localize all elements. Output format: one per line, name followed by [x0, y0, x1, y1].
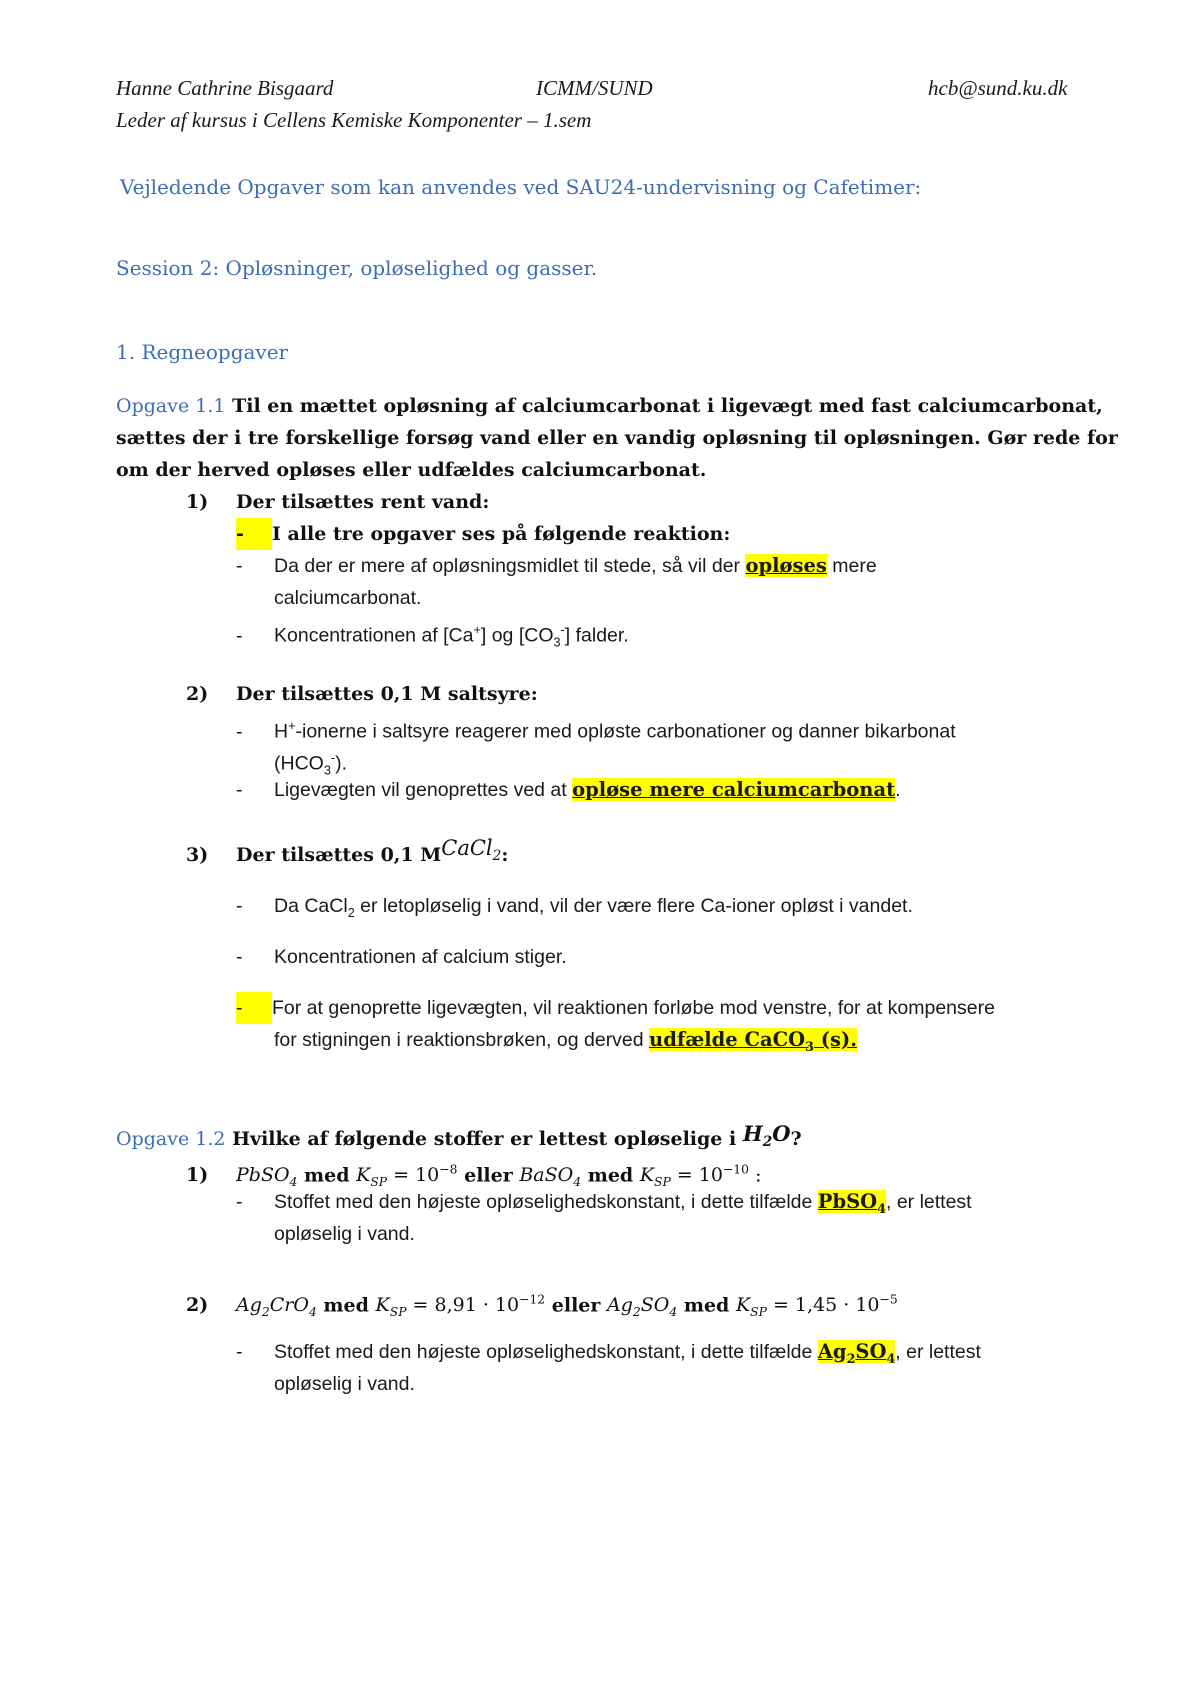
task-1-1-item-3-bullet-3-cont: for stigningen i reaktionsbrøken, og derved udfælde CaCO$_3$ (s). — [274, 1028, 857, 1054]
task-1-1-item-3-bullet-2: - Koncentrationen af calcium stiger. — [236, 946, 567, 968]
task-1-1-item-2-bullet-1: - H+-ionerne i saltsyre reagerer med opløste carbonationer og danner bikarbonat — [236, 719, 956, 743]
task-1-1-item-3-bullet-3: - For at genoprette ligevægten, vil reaktionen forløbe mod venstre, for at kompensere — [236, 992, 995, 1024]
bullet-dash: - — [236, 992, 272, 1024]
highlight-oploese-mere: opløse mere calciumcarbonat — [572, 778, 896, 801]
task-1-1-line-1: Opgave 1.1 Til en mættet opløsning af calciumcarbonat i ligevægt med fast calciumcarbonat, — [116, 395, 1103, 417]
task-1-1-label: Opgave 1.1 — [116, 395, 226, 417]
header-email: hcb@sund.ku.dk — [928, 76, 1068, 100]
task-1-1-line-2: sættes der i tre forskellige forsøg vand eller en vandig opløsning til opløsningen. Gør rede for — [116, 427, 1118, 449]
highlight-ag2so4: $Ag_2SO_4$ — [817, 1340, 896, 1366]
highlight-udfaelde: udfælde CaCO$_3$ (s). — [649, 1028, 857, 1054]
task-1-2-item-2-bullet: - Stoffet med den højeste opløselighedskonstant, i dette tilfælde $Ag_2SO_4$, er lettest — [236, 1340, 981, 1366]
header-department: ICMM/SUND — [536, 76, 653, 100]
bullet-dash: - — [236, 518, 272, 550]
task-1-2-line-1: Opgave 1.2 Hvilke af følgende stoffer er lettest opløselige i $H_2O$? — [116, 1121, 802, 1151]
task-1-1-item-1-bullet-3: - Koncentrationen af [Ca+] og $[CO_3^-]$ falder. — [236, 623, 629, 650]
task-1-2-item-1-bullet-cont: opløselig i vand. — [274, 1223, 415, 1245]
document-title: Vejledende Opgaver som kan anvendes ved SAU24-undervisning og Cafetimer: — [120, 175, 922, 199]
highlight-pbso4: PbSO$_4$ — [817, 1190, 886, 1216]
section-title: 1. Regneopgaver — [116, 340, 289, 364]
task-1-1-item-3: 3) Der tilsættes 0,1 MCaCl$_2$: — [186, 836, 509, 866]
header-author: Hanne Cathrine Bisgaard — [116, 76, 334, 100]
task-1-2-item-2: 2) $Ag_2CrO_4$ med $K_{SP} = 8,91 \cdot 10^{-12}$ eller $Ag_2SO_4$ med $K_{SP} = 1,45 \cdot 10^{-5}$ — [186, 1293, 898, 1320]
task-1-1-item-1-bullet-1: - I alle tre opgaver ses på følgende reaktion: — [236, 518, 730, 550]
task-1-1-item-2: 2) Der tilsættes 0,1 M saltsyre: — [186, 683, 538, 705]
highlight-oploeses: opløses — [745, 554, 827, 577]
task-1-2-item-1-bullet: - Stoffet med den højeste opløselighedskonstant, i dette tilfælde PbSO$_4$, er lettest — [236, 1190, 972, 1216]
task-1-1-item-2-bullet-2: - Ligevægten vil genoprettes ved at opløse mere calciumcarbonat. — [236, 778, 901, 801]
task-1-2-item-1: 1) PbSO$_4$ med $K_{SP} = 10^{-8}$ eller BaSO$_4$ med $K_{SP} = 10^{-10}$ : — [186, 1163, 762, 1190]
task-1-2-item-2-bullet-cont: opløselig i vand. — [274, 1373, 415, 1395]
header-role: Leder af kursus i Cellens Kemiske Komponenter – 1.sem — [116, 108, 592, 132]
task-1-1-item-1: 1) Der tilsættes rent vand: — [186, 491, 490, 513]
task-1-1-item-3-bullet-1: - Da CaCl$_2$ er letopløselig i vand, vil der være flere Ca-ioner opløst i vandet. — [236, 895, 913, 920]
task-1-1-item-1-bullet-2-cont: calciumcarbonat. — [274, 587, 422, 609]
math-h2o: $H_2O$ — [742, 1121, 791, 1151]
task-1-1-item-2-bullet-1-cont: $(HCO_3^-)$. — [274, 751, 348, 778]
task-1-1-item-1-bullet-2: - Da der er mere af opløsningsmidlet til stede, så vil der opløses mere — [236, 554, 877, 577]
task-1-1-line-3: om der herved opløses eller udfældes calciumcarbonat. — [116, 459, 707, 481]
task-1-2-label: Opgave 1.2 — [116, 1128, 226, 1150]
session-title: Session 2: Opløsninger, opløselighed og gasser. — [116, 256, 598, 280]
math-cacl2: CaCl$_2$ — [441, 836, 502, 865]
